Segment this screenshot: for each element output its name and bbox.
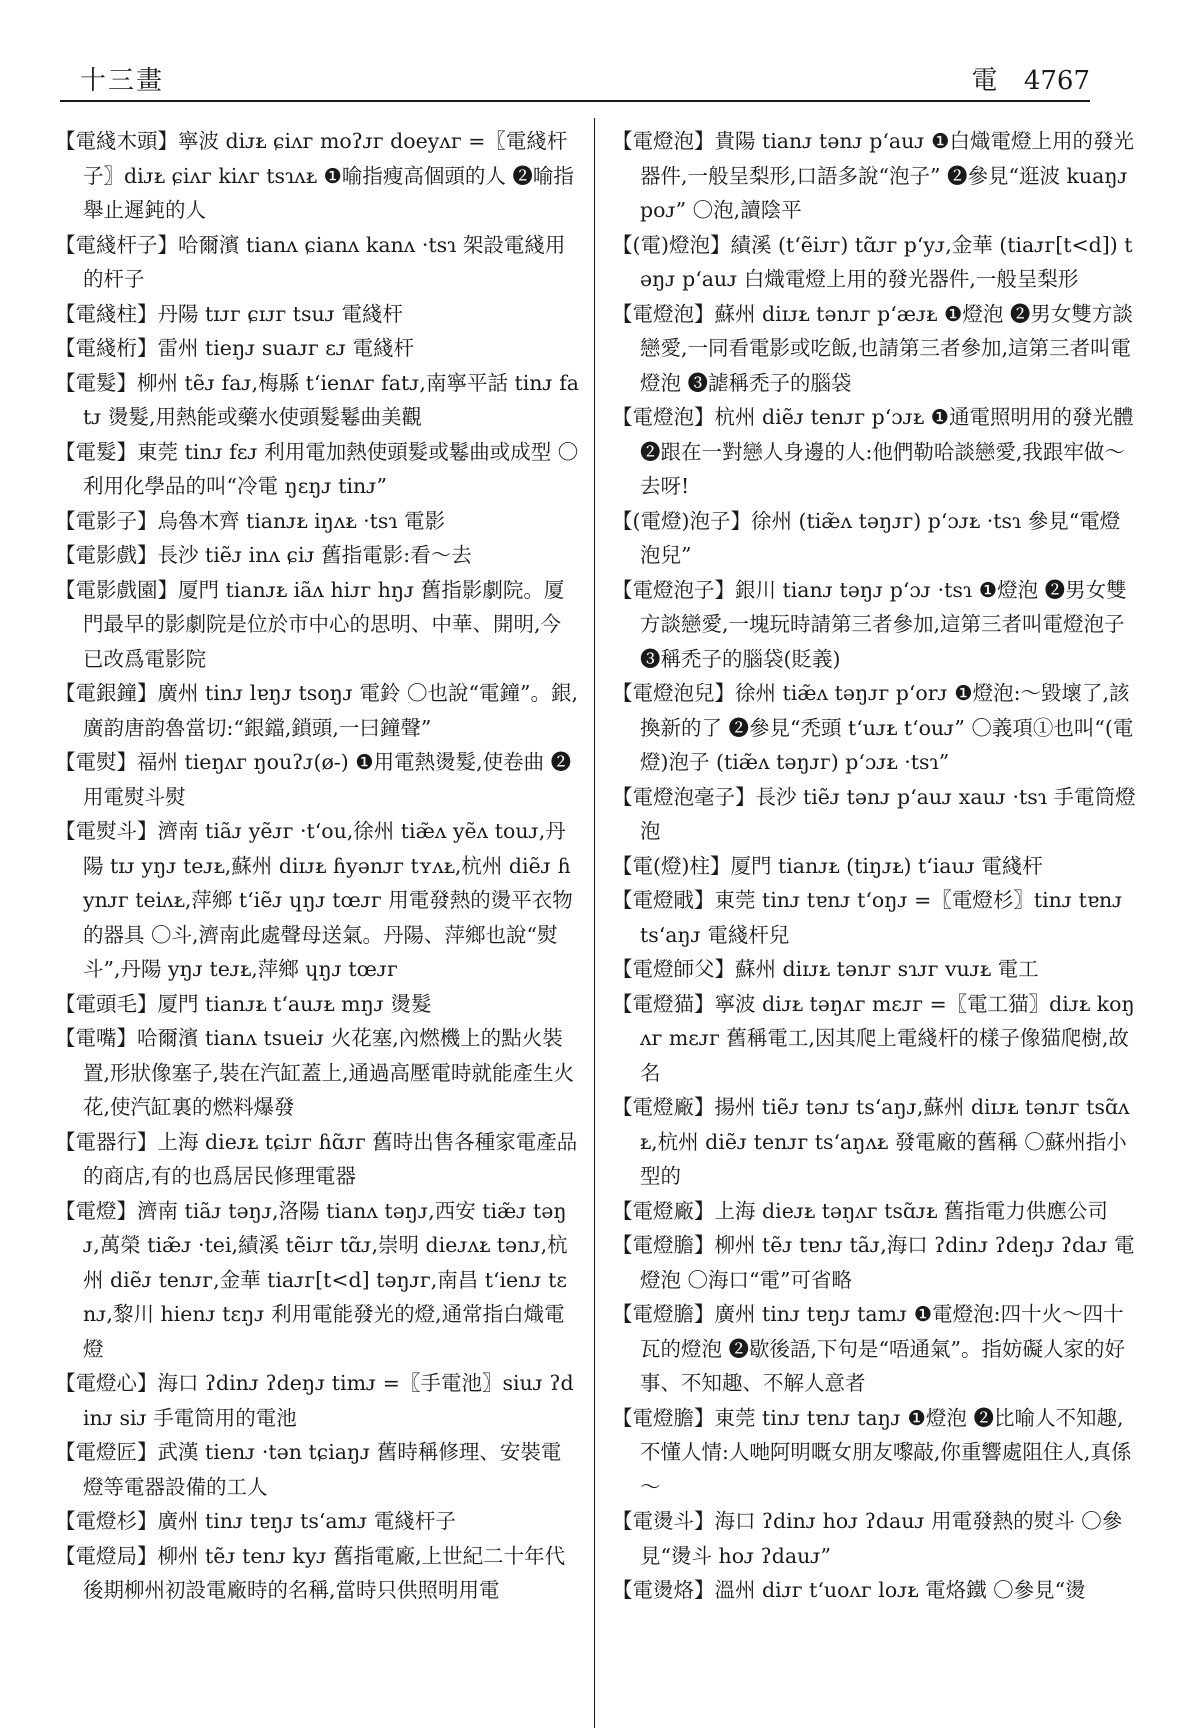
- dictionary-entry: 【電綫木頭】寧波 diᴊᴌ ɕiᴧᴦ moʔᴊᴦ doeyᴧᴦ =〖電綫杆子〗diᴊᴌ ɕiᴧᴦ kiᴧᴦ tsɿᴧᴌ ❶喻指瘦高個頭的人 ❷喻指舉止遲鈍的人: [55, 129, 574, 222]
- dictionary-entry: 【電熨】福州 tieŋᴧᴦ ŋouʔᴊ(ø-) ❶用電熱燙髮,使卷曲 ❷用電熨斗熨: [55, 750, 572, 809]
- dictionary-entry: 【電燈膽】東莞 tinᴊ tɐnᴊ taŋᴊ ❶燈泡 ❷比喻人不知趣,不懂人情:人哋阿明嘅女朋友嚟敲,你重響處阻住人,真係～: [612, 1405, 1132, 1499]
- head-character: 電: [971, 66, 998, 96]
- dictionary-entry: 【電燈泡】蘇州 diɪᴊᴌ tənᴊᴦ pʻæᴊᴌ ❶燈泡 ❷男女雙方談戀愛,一同看電影或吃飯,也請第三者參加,這第三者叫電燈泡 ❸謔稱禿子的腦袋: [612, 301, 1133, 395]
- header-rule: [60, 100, 1090, 102]
- dictionary-entry: 【電燈廠】揚州 tiẽᴊ tənᴊ tsʻaŋᴊ,蘇州 diɪᴊᴌ tənᴊᴦ tsɑ̃ᴧᴌ,杭州 diẽᴊ tenᴊᴦ tsʻaŋᴧᴌ 發電廠的舊稱 〇蘇州指小型的: [612, 1095, 1130, 1188]
- dictionary-entry: 【(電)燈泡】績溪 (tʻẽiᴊᴦ) tɑ̃ᴊᴦ pʻyᴊ,金華 (tiaᴊᴦ[t<d]) təŋᴊ pʻauᴊ 白熾電燈上用的發光器件,一般呈梨形: [612, 232, 1133, 291]
- left-column: [55, 124, 580, 1608]
- page-header: [80, 60, 1090, 100]
- dictionary-entry: 【電燈師父】蘇州 diɪᴊᴌ tənᴊᴦ sɿᴊᴦ vuᴊᴌ 電工: [612, 957, 1039, 981]
- dictionary-entry: 【電頭毛】厦門 tianᴊᴌ tʻauᴊᴌ mŋᴊ 燙髮: [55, 991, 432, 1016]
- dictionary-entry: 【電綫桁】雷州 tieŋᴊ suaᴊᴦ ɛᴊ 電綫杆: [55, 336, 415, 360]
- dictionary-entry: 【電髮】東莞 tinᴊ fɛᴊ 利用電加熱使頭髮或鬈曲或成型 〇利用化學品的叫“冷電 ŋɛŋᴊ tinᴊ”: [55, 439, 579, 498]
- dictionary-entry: 【電影子】烏魯木齊 tianᴊᴌ iŋᴧᴌ ·tsɿ 電影: [55, 508, 446, 533]
- dictionary-entry: 【電熨斗】濟南 tiãᴊ yẽᴊᴦ ·tʻou,徐州 tiæ̃ᴧ yẽᴧ touᴊ,丹陽 tɪᴊ yŋᴊ teᴊᴌ,蘇州 diɪᴊᴌ ɦyənᴊᴦ tʏᴧᴌ,杭州 diẽᴊ ɦynᴊᴦ teiᴧᴌ,萍鄉 tʻiẽᴊ ɥŋᴊ tœᴊᴦ 用電發熱的燙平衣物的器具 〇斗,濟南此處聲母送氣。丹陽、萍鄉也說“熨斗”,丹陽 yŋᴊ teᴊᴌ,萍鄉 ɥŋᴊ tœᴊᴦ: [55, 819, 573, 981]
- dictionary-entry: 【電燈泡毫子】長沙 tiẽᴊ tənᴊ pʻauᴊ xauᴊ ·tsɿ 手電筒燈泡: [612, 784, 1136, 843]
- dictionary-entry: 【電綫杆子】哈爾濱 tianᴧ ɕianᴧ kanᴧ ·tsɿ 架設電綫用的杆子: [55, 232, 566, 291]
- dictionary-entry: 【電銀鐘】廣州 tinᴊ lɐŋᴊ tsoŋᴊ 電鈴 〇也說“電鐘”。銀,廣韵唐韵魯當切:“銀鐺,鎖頭,一曰鐘聲”: [55, 681, 578, 740]
- dictionary-entry: 【電燈泡子】銀川 tianᴊ təŋᴊ pʻɔᴊ ·tsɿ ❶燈泡 ❷男女雙方談戀愛,一塊玩時請第三者參加,這第三者叫電燈泡子 ❸稱禿子的腦袋(貶義): [612, 577, 1127, 671]
- dictionary-entry: 【(電燈)泡子】徐州 (tiæ̃ᴧ təŋᴊᴦ) pʻɔᴊᴌ ·tsɿ 參見“電燈泡兒”: [612, 508, 1121, 567]
- dictionary-entry: 【電燈】濟南 tiãᴊ təŋᴊ,洛陽 tianᴧ təŋᴊ,西安 tiæ̃ᴊ təŋᴊ,萬榮 tiæ̃ᴊ ·tei,績溪 tẽiᴊᴦ tɑ̃ᴊ,崇明 dieᴊᴧᴌ tənᴊ,杭州 diẽᴊ tenᴊᴦ,金華 tiaᴊᴦ[t<d] təŋᴊᴦ,南昌 tʻienᴊ tɛnᴊ,黎川 hienᴊ tɛŋᴊ 利用電能發光的燈,通常指白熾電燈: [55, 1198, 568, 1361]
- dictionary-entry: 【電影戲園】厦門 tianᴊᴌ iãᴧ hiᴊᴦ hŋᴊ 舊指影劇院。厦門最早的影劇院是位於市中心的思明、中華、開明,今已改爲電影院: [55, 577, 565, 671]
- dictionary-entry: 【電(燈)柱】厦門 tianᴊᴌ (tiŋᴊᴌ) tʻiauᴊ 電綫杆: [612, 853, 1043, 878]
- dictionary-entry: 【電燈泡】杭州 diẽᴊ tenᴊᴦ pʻɔᴊᴌ ❶通電照明用的發光體 ❷跟在一對戀人身邊的人:他們勒哈談戀愛,我跟牢做～去呀!: [612, 405, 1134, 498]
- dictionary-entry: 【電髮】柳州 tẽᴊ faᴊ,梅縣 tʻienᴧᴦ fatᴊ,南寧平話 tinᴊ fatᴊ 燙髮,用熱能或藥水使頭髮鬈曲美觀: [55, 370, 580, 429]
- dictionary-entry: 【電燈心】海口 ʔdinᴊ ʔdeŋᴊ timᴊ =〖手電池〗siuᴊ ʔdinᴊ siᴊ 手電筒用的電池: [55, 1371, 574, 1430]
- dictionary-entry: 【電燈膽】柳州 tẽᴊ tɐnᴊ tãᴊ,海口 ʔdinᴊ ʔdeŋᴊ ʔdaᴊ 電燈泡 〇海口“電”可省略: [612, 1233, 1135, 1292]
- page-number: 4767: [1023, 66, 1090, 96]
- column-divider: [594, 118, 595, 1728]
- dictionary-entry: 【電燈廠】上海 dieᴊᴌ təŋᴧᴦ tsɑ̃ᴊᴌ 舊指電力供應公司: [612, 1198, 1108, 1223]
- dictionary-entry: 【電燈膽】廣州 tinᴊ tɐŋᴊ tamᴊ ❶電燈泡:四十火～四十瓦的燈泡 ❷歇後語,下句是“唔通氣”。指妨礙人家的好事、不知趣、不解人意者: [612, 1302, 1125, 1395]
- dictionary-entry: 【電燈猫】寧波 diᴊᴌ təŋᴧᴦ mɛᴊᴦ =〖電工猫〗diᴊᴌ koŋᴧᴦ mɛᴊᴦ 舊稱電工,因其爬上電綫杆的樣子像猫爬樹,故名: [612, 991, 1135, 1085]
- section-label: 十三畫: [80, 66, 165, 96]
- right-column: [612, 124, 1137, 1608]
- dictionary-entry: 【電燙烙】溫州 diᴊᴦ tʻuoᴧᴦ loᴊᴌ 電烙鐵 〇參見“燙: [612, 1578, 1086, 1602]
- dictionary-entry: 【電燈泡】貴陽 tianᴊ tənᴊ pʻauᴊ ❶白熾電燈上用的發光器件,一般呈梨形,口語多說“泡子” ❷參見“逛波 kuaŋᴊ poᴊ” 〇泡,讀陰平: [612, 129, 1134, 222]
- dictionary-entry: 【電燈局】柳州 tẽᴊ tenᴊ kyᴊ 舊指電廠,上世紀二十年代後期柳州初設電廠時的名稱,當時只供照明用電: [55, 1543, 566, 1602]
- dictionary-entry: 【電燈泡兒】徐州 tiæ̃ᴧ təŋᴊᴦ pʻorᴊ ❶燈泡:～毀壞了,該換新的了 ❷參見“禿頭 tʻuᴊᴌ tʻouᴊ” 〇義項①也叫“(電燈)泡子 (tiæ̃ᴧ təŋᴊᴦ) pʻɔᴊᴌ ·tsɿ”: [612, 681, 1134, 774]
- dictionary-entry: 【電燈杉】廣州 tinᴊ tɐŋᴊ tsʻamᴊ 電綫杆子: [55, 1509, 456, 1533]
- dictionary-entry: 【電器行】上海 dieᴊᴌ tɕiᴊᴦ ɦɑ̃ᴊᴦ 舊時出售各種家電產品的商店,有的也爲居民修理電器: [55, 1129, 578, 1188]
- dictionary-entry: 【電燙斗】海口 ʔdinᴊ hoᴊ ʔdauᴊ 用電發熱的熨斗 〇參見“燙斗 hoᴊ ʔdauᴊ”: [612, 1509, 1123, 1568]
- page-reference: [972, 60, 1090, 97]
- dictionary-entry: 【電燈匠】武漢 tienᴊ ·tən tɕiaŋᴊ 舊時稱修理、安裝電燈等電器設備的工人: [55, 1440, 562, 1499]
- dictionary-entry: 【電影戲】長沙 tiẽᴊ inᴧ ɕiᴊ 舊指電影:看～去: [55, 543, 472, 567]
- dictionary-entry: 【電燈戙】東莞 tinᴊ tɐnᴊ tʻoŋᴊ =〖電燈杉〗tinᴊ tɐnᴊ tsʻaŋᴊ 電綫杆兒: [612, 888, 1123, 947]
- dictionary-entry: 【電綫柱】丹陽 tɪᴊᴦ ɕɪᴊᴦ tsuᴊ 電綫杆: [55, 301, 403, 326]
- dictionary-entry: 【電嘴】哈爾濱 tianᴧ tsueiᴊ 火花塞,內燃機上的點火裝置,形狀像塞子,裝在汽缸蓋上,通過高壓電時就能產生火花,使汽缸裏的燃料爆發: [55, 1026, 575, 1119]
